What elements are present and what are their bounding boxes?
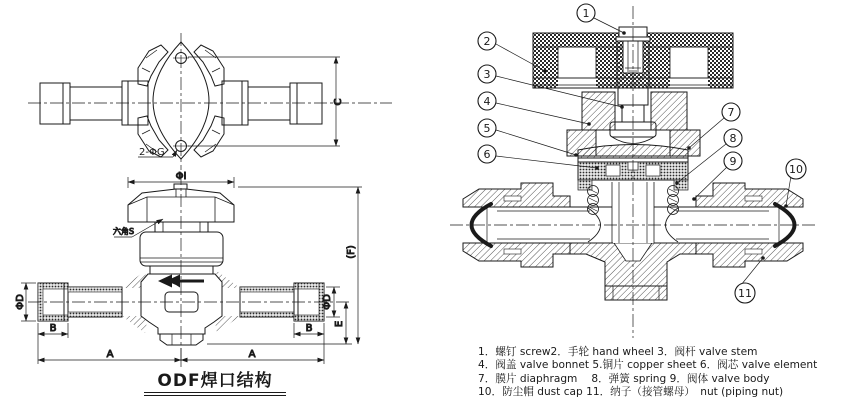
dim-b-left-label: B — [49, 323, 57, 334]
dim-phi-d-right-label: ΦD — [322, 294, 333, 310]
body-front — [141, 274, 222, 334]
callout-3: 3 — [483, 68, 491, 81]
dim-a-left-label: A — [106, 349, 114, 360]
callout-2: 2 — [483, 35, 491, 48]
callout-4: 4 — [483, 95, 491, 108]
dim-phi-d-left-label: ΦD — [15, 294, 26, 310]
callout-5: 5 — [483, 122, 491, 135]
callout-1: 1 — [582, 7, 590, 20]
legend-line-2: 4．阀盖 valve bonnet 5.铜片 copper sheet 6．阀芯 valve element — [478, 359, 818, 372]
callout-10: 10 — [789, 163, 803, 176]
callout-7: 7 — [727, 106, 735, 119]
callout-9: 9 — [729, 155, 737, 168]
dim-e-label: E — [334, 320, 345, 328]
callout-6: 6 — [483, 148, 491, 161]
dim-a-right-label: A — [248, 349, 256, 360]
view-title: ODF焊口结构 — [144, 366, 286, 396]
hex-label: 六角S — [113, 227, 135, 236]
dim-c-label: C — [333, 98, 344, 106]
parts-legend — [478, 346, 838, 400]
callout-11: 11 — [738, 287, 752, 300]
hole-label: 2-ΦG — [139, 147, 165, 158]
dim-f-label: (F) — [346, 245, 357, 259]
legend-line-3: 7．膜片 diaphragm 8．弹簧 spring 9．阀体 valve body — [478, 372, 770, 385]
legend-line-1: 1．螺钉 screw2．手轮 hand wheel 3．阀杆 valve stem — [478, 346, 758, 358]
dim-b-right-label: B — [305, 323, 313, 334]
callout-8: 8 — [729, 132, 737, 145]
dim-phi-i-label: ΦI — [175, 171, 187, 182]
legend-line-4: 10．防尘帽 dust cap 11．纳子（接管螺母） nut (piping nut) — [478, 386, 784, 399]
